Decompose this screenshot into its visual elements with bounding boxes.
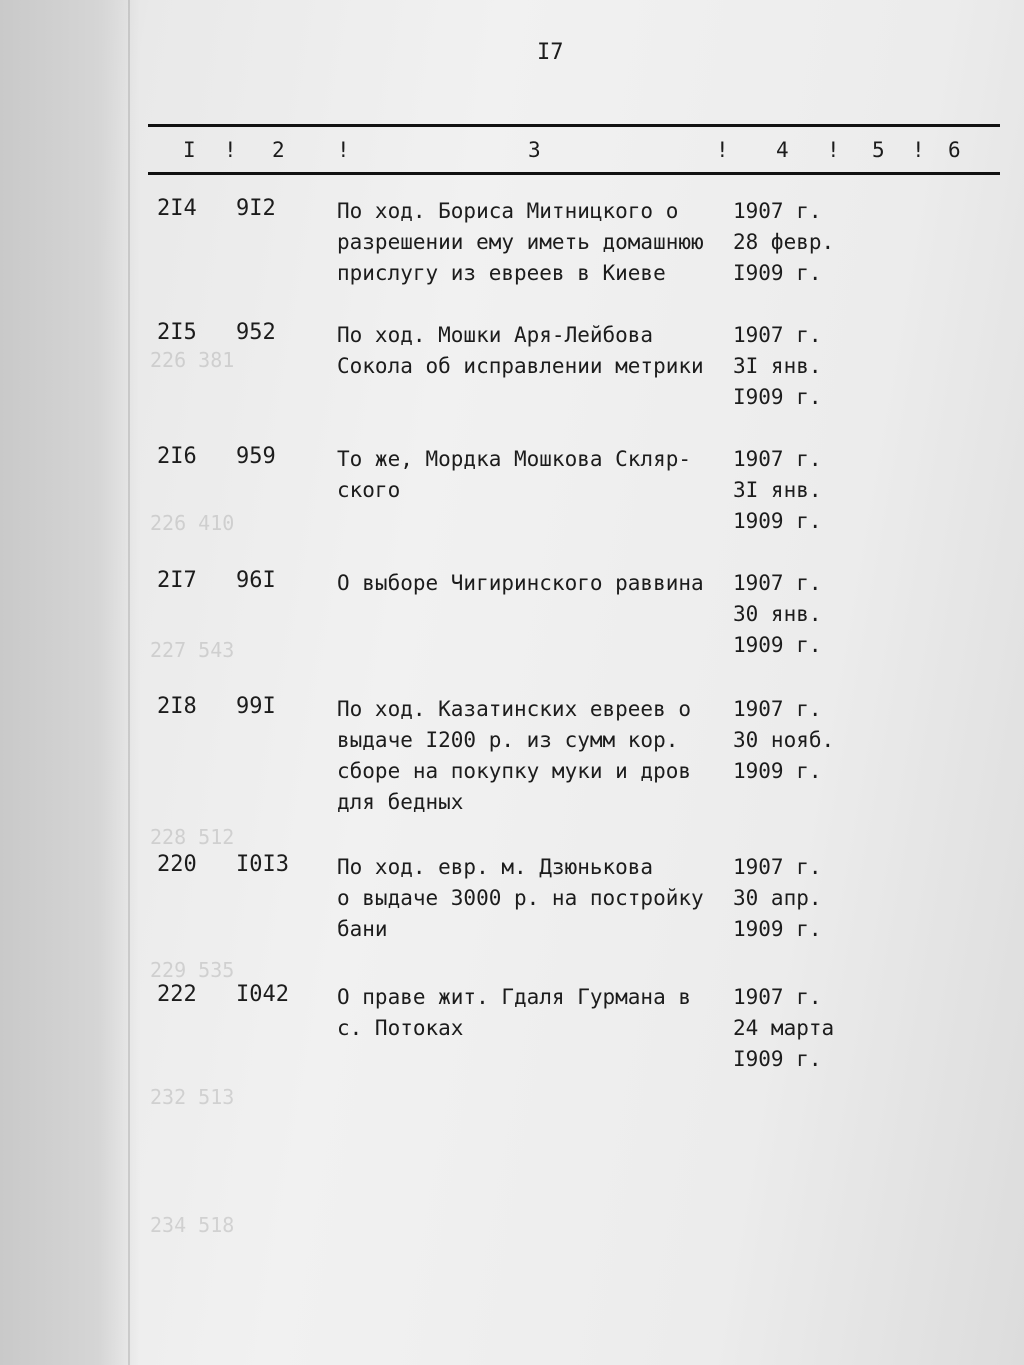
case-dates: 1907 г. 3I янв. I909 г. (733, 323, 822, 409)
case-dates: 1907 г. 30 янв. 1909 г. (733, 571, 822, 657)
case-dates: 1907 г. 28 февр. I909 г. (733, 199, 835, 285)
table-header-rule (148, 172, 1000, 175)
page-fold-line (128, 0, 130, 1365)
case-title: По ход. Казатинских евреев о выдаче I200 р. из сумм кор. сборе на покупку муки и дров для бедных (337, 697, 692, 814)
bleed-through-text: 226 381 (150, 348, 235, 372)
header-col-4: 4 (776, 138, 789, 162)
case-number: 99I (236, 694, 276, 719)
bleed-through-text: 228 512 (150, 825, 235, 849)
case-title: По ход. Бориса Митницкого о разрешении ему иметь домашнюю прислугу из евреев в Киеве (337, 199, 704, 285)
case-number: 9I2 (236, 196, 276, 221)
entry-number: 220 (157, 852, 197, 877)
bleed-through-text: 227 543 (150, 638, 235, 662)
case-dates: 1907 г. 3I янв. 1909 г. (733, 447, 822, 533)
header-separator: ! (827, 138, 840, 162)
previous-page-edge (0, 0, 140, 1365)
entry-number: 2I5 (157, 320, 197, 345)
table-top-rule (148, 124, 1000, 127)
page-number: I7 (537, 40, 564, 65)
bleed-through-text: 226 410 (150, 511, 235, 535)
header-col-1: I (183, 138, 196, 162)
case-title: По ход. Мошки Аря-Лейбова Сокола об исправлении метрики (337, 323, 704, 378)
case-title: То же, Мордка Мошкова Скляр- ского (337, 447, 692, 502)
entry-number: 2I4 (157, 196, 197, 221)
bleed-through-text: 229 535 (150, 958, 235, 982)
case-dates: 1907 г. 30 апр. 1909 г. (733, 855, 822, 941)
entry-number: 2I7 (157, 568, 197, 593)
case-dates: 1907 г. 30 нояб. 1909 г. (733, 697, 835, 783)
case-number: 96I (236, 568, 276, 593)
bleed-through-text: 232 513 (150, 1085, 235, 1109)
case-title: О выборе Чигиринского раввина (337, 571, 704, 595)
header-separator: ! (337, 138, 350, 162)
entry-number: 2I8 (157, 694, 197, 719)
header-separator: ! (716, 138, 729, 162)
case-title: По ход. евр. м. Дзюнькова о выдаче 3000 р. на постройку бани (337, 855, 704, 941)
entry-number: 222 (157, 982, 197, 1007)
header-col-3: 3 (528, 138, 541, 162)
case-number: 959 (236, 444, 276, 469)
header-col-2: 2 (272, 138, 285, 162)
bleed-through-text: 234 518 (150, 1213, 235, 1237)
case-number: I042 (236, 982, 289, 1007)
header-separator: ! (224, 138, 237, 162)
header-separator: ! (912, 138, 925, 162)
case-dates: 1907 г. 24 марта I909 г. (733, 985, 835, 1071)
entry-number: 2I6 (157, 444, 197, 469)
case-title: О праве жит. Гдаля Гурмана в с. Потоках (337, 985, 692, 1040)
case-number: 952 (236, 320, 276, 345)
header-col-5: 5 (872, 138, 885, 162)
case-number: I0I3 (236, 852, 289, 877)
header-col-6: 6 (948, 138, 961, 162)
